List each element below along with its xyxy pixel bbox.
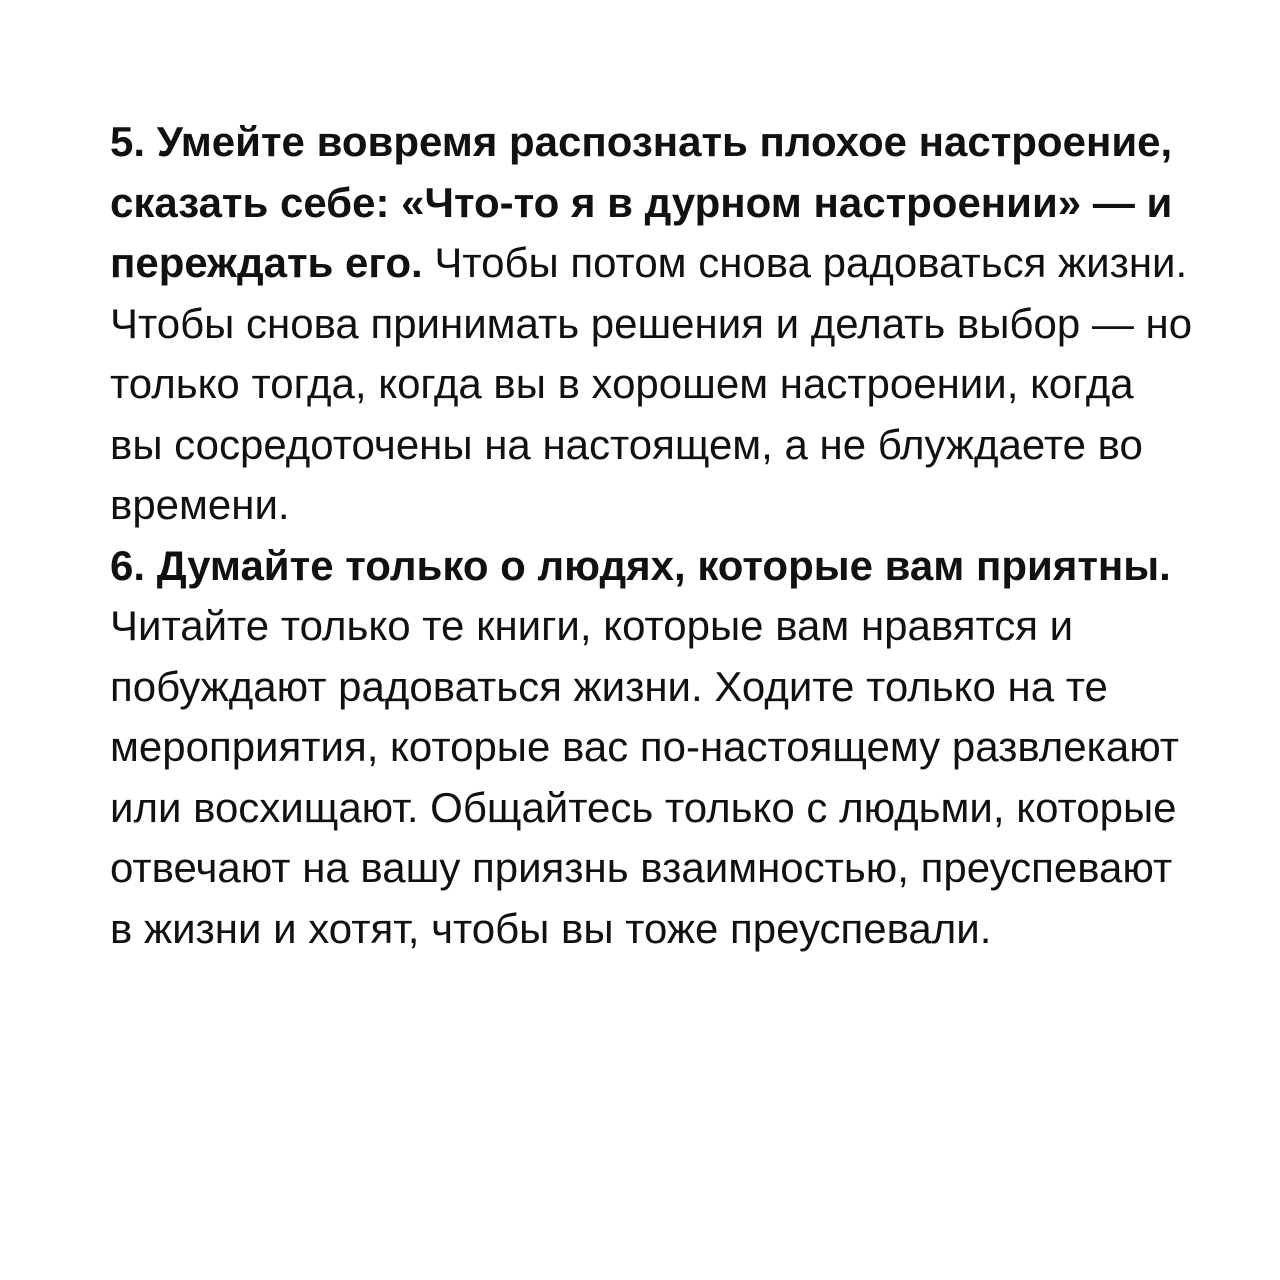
point-5-heading-line-1: 5. Умейте вовремя распознать плохое настроение, [110, 118, 1173, 165]
point-6-body-line-4: или восхищают. Общайтесь только с людьми, которые [110, 783, 1177, 831]
point-5-heading-end: переждать его. [110, 239, 423, 286]
point-6-body-line-5: отвечают на вашу приязнь взаимностью, преуспевают [110, 844, 1173, 891]
point-6-body-line-3: мероприятия, которые вас по-настоящему развлекают [110, 723, 1180, 770]
point-6-body-line-6: в жизни и хотят, чтобы вы тоже преуспевали. [110, 904, 992, 952]
point-5-body-line-3: вы сосредоточены на настоящем, а не блуждаете во [110, 420, 1143, 468]
point-6-heading: 6. Думайте только о людях, которые вам приятны. [110, 541, 1171, 589]
point-5-heading-line-2: сказать себе: «Что-то я в дурном настроении» — и [110, 178, 1173, 226]
point-5-heading-line-3 [110, 233, 1220, 294]
point-6-body-line-2: побуждают радоваться жизни. Ходите только на те [110, 662, 1108, 710]
point-5-body-line-2: только тогда, когда вы в хорошем настроении, когда [110, 360, 1134, 407]
point-5-body-line-1: Чтобы снова принимать решения и делать выбор — но [110, 299, 1193, 347]
point-6-body-line-1: Читайте только те книги, которые вам нравятся и [110, 602, 1074, 649]
point-5-body-start: Чтобы потом снова радоваться жизни. [422, 239, 1188, 286]
point-5-body-line-4: времени. [110, 481, 290, 528]
advice-text [110, 112, 1220, 959]
